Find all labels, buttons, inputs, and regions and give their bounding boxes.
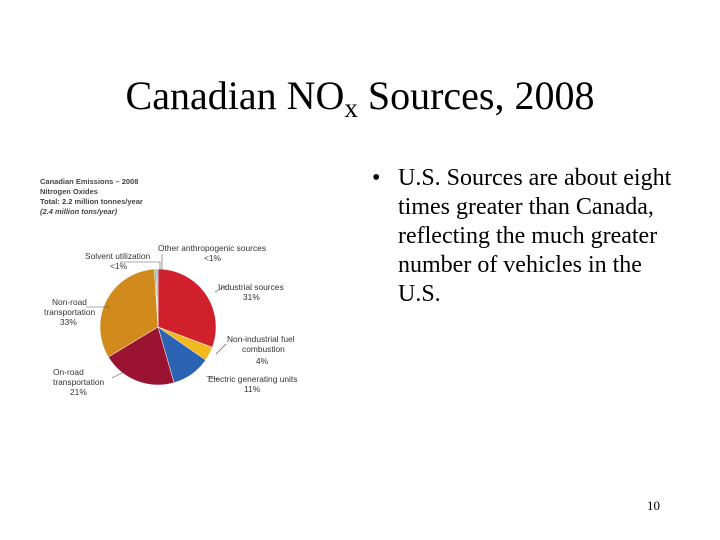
leader-on-road — [112, 372, 124, 378]
slide-title — [0, 70, 720, 122]
label-on-road-name-1 — [53, 367, 84, 377]
label-non-industrial-name-2 — [242, 344, 285, 354]
label-non-industrial-line-2: combustion — [242, 344, 285, 354]
chart-header-line-1: Canadian Emissions – 2008 — [40, 177, 139, 186]
label-electric-name: Electric generating units — [208, 374, 298, 384]
label-industrial-name: Industrial sources — [218, 282, 284, 292]
label-on-road-percent: 21% — [70, 387, 87, 397]
nox-sources-pie-chart — [28, 172, 328, 412]
pie-chart-svg — [28, 172, 328, 412]
label-non-industrial-percent: 4% — [256, 356, 269, 366]
title-rest: Sources, 2008 — [357, 73, 595, 118]
label-non-industrial-name-1 — [227, 334, 295, 344]
label-on-road-line-1: On-road — [53, 367, 84, 377]
bullet-text: U.S. Sources are about eight times greater than Canada, reflecting the much greater number of vehicles in the U.S. — [398, 165, 672, 307]
label-non-road-name-1 — [52, 297, 87, 307]
label-non-road-line-1: Non-road — [52, 297, 87, 307]
bullet-point — [372, 164, 672, 309]
chart-header-line-3: Total: 2.2 million tonnes/year — [40, 197, 143, 206]
chart-header — [40, 177, 143, 216]
label-other-name: Other anthropogenic sources — [158, 243, 267, 253]
label-non-road-percent: 33% — [60, 317, 77, 327]
label-non-road-name-2 — [44, 307, 96, 317]
label-non-road-line-2: transportation — [44, 307, 96, 317]
leader-non-industrial — [216, 344, 226, 354]
pie-slices — [100, 269, 216, 385]
label-solvent-name: Solvent utilization — [85, 251, 151, 261]
page-number: 10 — [647, 498, 660, 513]
label-industrial-percent: 31% — [243, 292, 260, 302]
title-main: Canadian NO — [125, 73, 345, 118]
bullet-marker: • — [372, 165, 381, 191]
label-electric-percent: 11% — [244, 384, 261, 394]
label-on-road-line-2: transportation — [53, 377, 105, 387]
chart-header-line-4: (2.4 million tons/year) — [40, 207, 118, 216]
label-non-industrial-line-1: Non-industrial fuel — [227, 334, 295, 344]
chart-header-line-2: Nitrogen Oxides — [40, 187, 98, 196]
label-on-road-name-2 — [53, 377, 105, 387]
title-subscript: x — [344, 93, 358, 123]
label-solvent-percent: <1% — [110, 261, 127, 271]
label-other-percent: <1% — [204, 253, 221, 263]
